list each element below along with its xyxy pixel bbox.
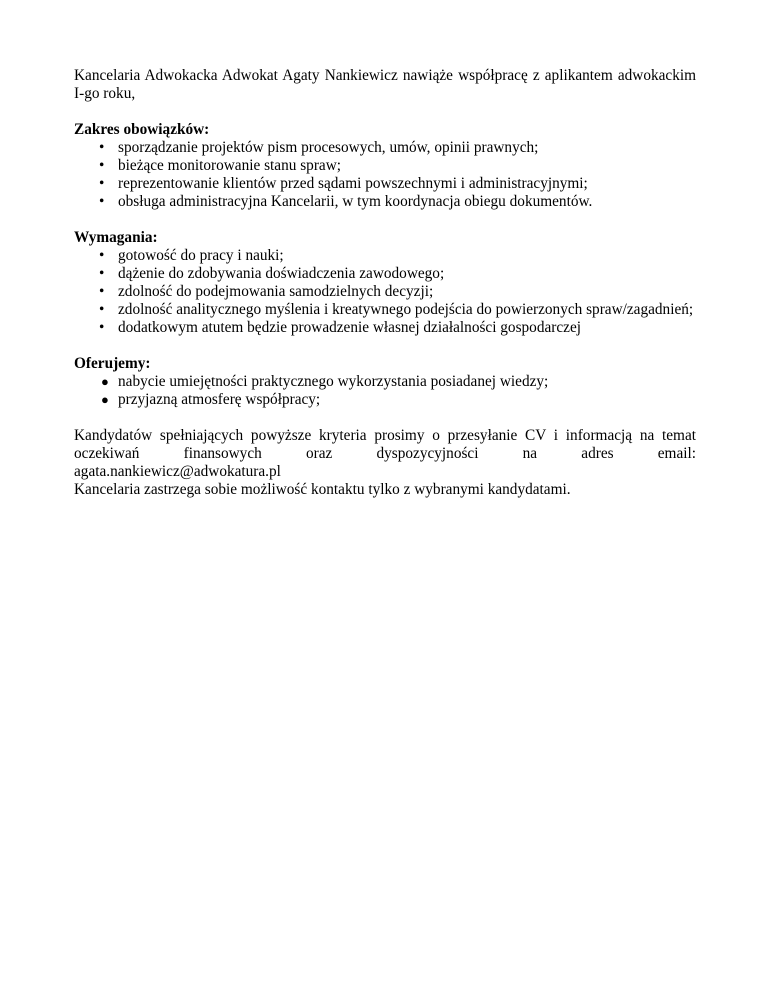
- bullet-icon: •: [99, 283, 105, 300]
- list-item-text: przyjazną atmosferę współpracy;: [118, 391, 321, 408]
- contact-email[interactable]: agata.nankiewicz@adwokatura.pl: [74, 463, 281, 480]
- section-requirements: [74, 229, 696, 337]
- closing-note: Kancelaria zastrzega sobie możliwość kontaktu tylko z wybranymi kandydatami.: [74, 481, 571, 498]
- list-item-text: dodatkowym atutem będzie prowadzenie własnej działalności gospodarczej: [118, 319, 581, 336]
- list-item-text: nabycie umiejętności praktycznego wykorzystania posiadanej wiedzy;: [118, 373, 549, 390]
- list-item: [74, 247, 696, 265]
- bullet-icon: •: [99, 157, 105, 174]
- closing-block: [74, 427, 696, 499]
- section-heading-requirements: Wymagania:: [74, 229, 158, 246]
- list-item-text: gotowość do pracy i nauki;: [118, 247, 284, 264]
- bullet-icon: •: [99, 265, 105, 282]
- list-item-text: zdolność analitycznego myślenia i kreatywnego podejścia do powierzonych spraw/zagadnień;: [118, 301, 694, 318]
- document-page: [74, 67, 696, 499]
- bullet-icon: •: [99, 301, 105, 318]
- section-heading-offer: Oferujemy:: [74, 355, 151, 372]
- offer-list: [74, 373, 696, 409]
- bullet-icon: ●: [101, 374, 109, 389]
- bullet-icon: •: [99, 193, 105, 210]
- bullet-icon: •: [99, 175, 105, 192]
- list-item-text: obsługa administracyjna Kancelarii, w tym koordynacja obiegu dokumentów.: [118, 193, 593, 210]
- list-item-text: zdolność do podejmowania samodzielnych decyzji;: [118, 283, 434, 300]
- list-item: [74, 265, 696, 283]
- intro-paragraph: Kancelaria Adwokacka Adwokat Agaty Nankiewicz nawiąże współpracę z aplikantem adwokackim I-go roku,: [74, 67, 696, 102]
- list-item: [74, 301, 696, 319]
- requirements-list: [74, 247, 696, 337]
- section-duties: [74, 121, 696, 211]
- section-offer: [74, 355, 696, 409]
- list-item: [74, 319, 696, 337]
- list-item-text: sporządzanie projektów pism procesowych, umów, opinii prawnych;: [118, 139, 539, 156]
- list-item: [74, 157, 696, 175]
- bullet-icon: •: [99, 319, 105, 336]
- list-item: [74, 139, 696, 157]
- list-item: [74, 391, 696, 409]
- list-item: [74, 283, 696, 301]
- bullet-icon: •: [99, 139, 105, 156]
- list-item: [74, 193, 696, 211]
- duties-list: [74, 139, 696, 211]
- list-item-text: bieżące monitorowanie stanu spraw;: [118, 157, 341, 174]
- list-item: [74, 373, 696, 391]
- section-heading-duties: Zakres obowiązków:: [74, 121, 210, 138]
- list-item-text: reprezentowanie klientów przed sądami powszechnymi i administracyjnymi;: [118, 175, 588, 192]
- list-item-text: dążenie do zdobywania doświadczenia zawodowego;: [118, 265, 445, 282]
- bullet-icon: ●: [101, 392, 109, 407]
- bullet-icon: •: [99, 247, 105, 264]
- list-item: [74, 175, 696, 193]
- closing-paragraph: Kandydatów spełniających powyższe kryteria prosimy o przesyłanie CV i informacją na temat oczekiwań finansowych oraz dyspozycyjności na adres email:: [74, 427, 696, 462]
